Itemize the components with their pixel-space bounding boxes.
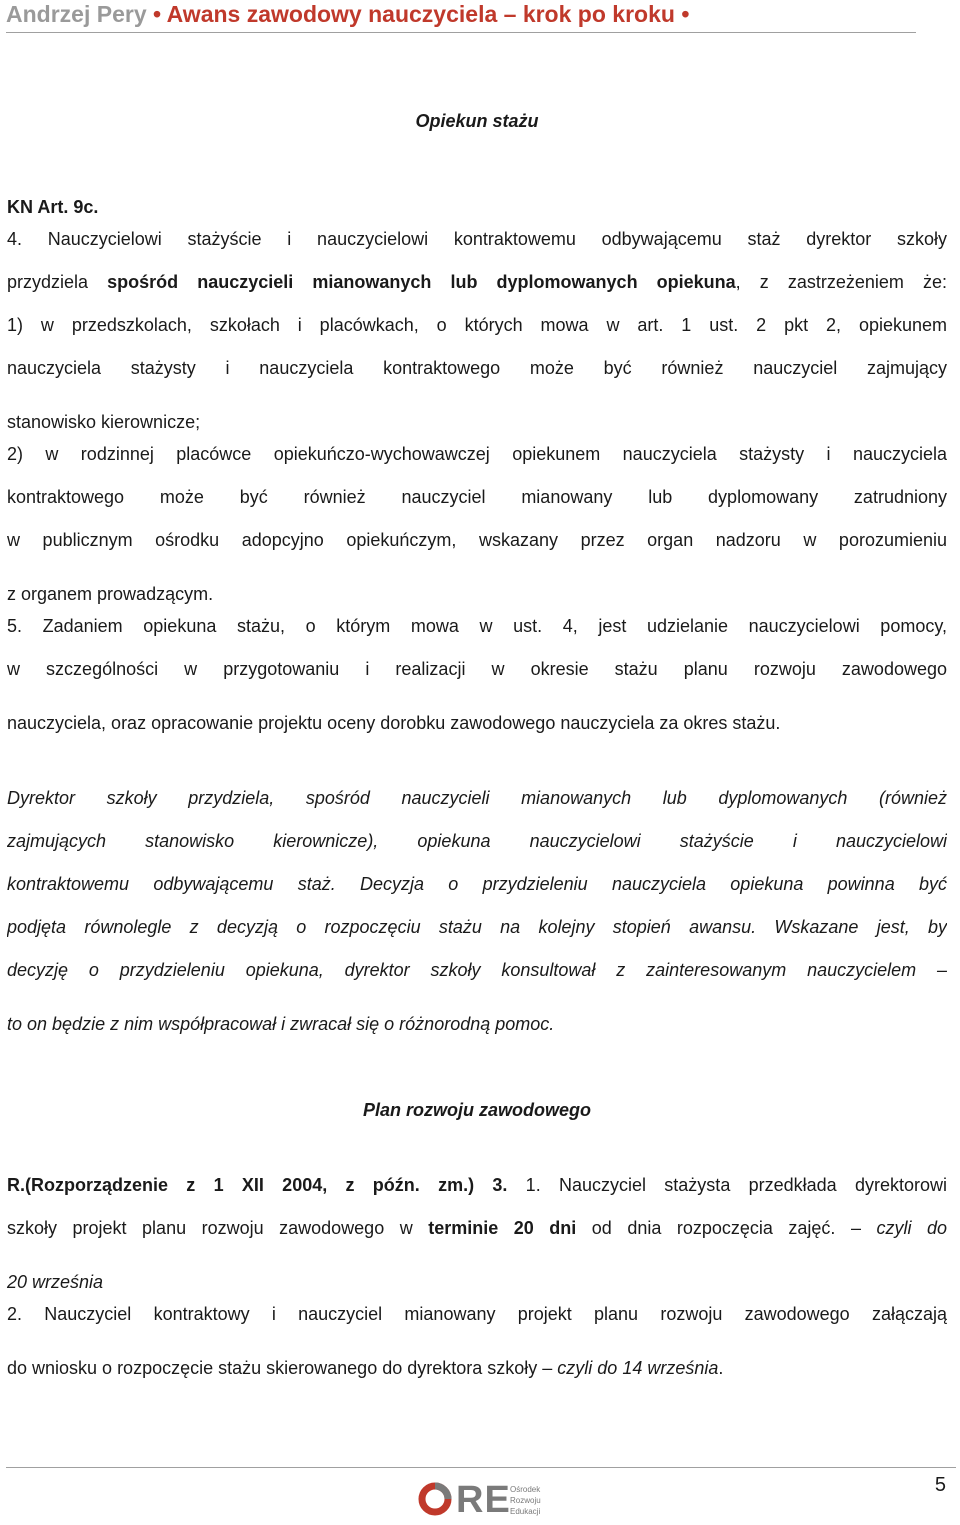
- paragraph-line: nauczyciela, oraz opracowanie projektu oceny dorobku zawodowego nauczyciela za okres stażu.: [7, 713, 781, 733]
- logo-text: RE: [456, 1479, 511, 1521]
- commentary-line: zajmujących stanowisko kierownicze), opiekuna nauczycielowi stażyście i nauczycielowi: [7, 831, 947, 851]
- deadline-phrase: terminie 20 dni: [428, 1218, 577, 1238]
- paragraph-line: 1) w przedszkolach, szkołach i placówkach, o których mowa w art. 1 ust. 2 pkt 2, opiekunem: [7, 315, 947, 335]
- paragraph-line: 20 września: [7, 1272, 104, 1292]
- paragraph-line: 5. Zadaniem opiekuna stażu, o którym mowa w ust. 4, jest udzielanie nauczycielowi pomocy,: [7, 616, 947, 636]
- paragraph-line: do wniosku o rozpoczęcie stażu skierowanego do dyrektora szkoły – czyli do 14 września.: [7, 1358, 724, 1378]
- header-author: Andrzej Pery: [6, 1, 147, 27]
- paragraph-line: kontraktowego może być również nauczyciel mianowany lub dyplomowany zatrudniony: [7, 487, 947, 507]
- commentary-line: decyzję o przydzieleniu opiekuna, dyrektor szkoły konsultował z zainteresowanym nauczycielem –: [7, 960, 947, 980]
- header-trailing-dot: •: [681, 1, 690, 27]
- regulation-reference: R.(Rozporządzenie z 1 XII 2004, z późn. zm.) 3.: [7, 1175, 508, 1195]
- page-number: 5: [934, 1474, 946, 1496]
- paragraph-line: R.(Rozporządzenie z 1 XII 2004, z późn. zm.) 3. 1. Nauczyciel stażysta przedkłada dyrektorowi: [7, 1175, 947, 1195]
- bold-phrase: spośród nauczycieli mianowanych lub dyplomowanych opiekuna: [107, 272, 736, 292]
- section-heading-plan: Plan rozwoju zawodowego: [362, 1100, 591, 1120]
- paragraph-line: w szczególności w przygotowaniu i realizacji w okresie stażu planu rozwoju zawodowego: [7, 659, 947, 679]
- source-reference: KN Art. 9c.: [7, 197, 99, 217]
- paragraph-line: z organem prowadzącym.: [7, 584, 214, 604]
- paragraph-line: przydziela spośród nauczycieli mianowanych lub dyplomowanych opiekuna, z zastrzeżeniem że:: [7, 272, 947, 292]
- commentary-line: podjęta równolegle z decyzją o rozpoczęciu stażu na kolejny stopień awansu. Wskazane jest, by: [7, 917, 947, 937]
- section-heading-opiekun: Opiekun stażu: [415, 111, 539, 131]
- commentary-line: kontraktowemu odbywającemu staż. Decyzja o przydzieleniu nauczyciela opiekuna powinna być: [7, 874, 947, 894]
- paragraph-line: 4. Nauczycielowi stażyście i nauczycielowi kontraktowemu odbywającemu staż dyrektor szkoły: [7, 229, 947, 249]
- ore-logo: [418, 1478, 558, 1524]
- commentary-line: to on będzie z nim współpracował i zwracał się o różnorodną pomoc.: [7, 1014, 555, 1034]
- header-separator: •: [153, 1, 162, 27]
- paragraph-line: szkoły projekt planu rozwoju zawodowego w terminie 20 dni od dnia rozpoczęcia zajęć. – czyli do: [7, 1218, 947, 1238]
- logo-subtitle: Ośrodek Rozwoju Edukacji: [510, 1485, 541, 1516]
- paragraph-line: 2) w rodzinnej placówce opiekuńczo-wychowawczej opiekunem nauczyciela stażysty i nauczyciela: [7, 444, 947, 464]
- document-body: [7, 100, 947, 1390]
- paragraph-line: w publicznym ośrodku adopcyjno opiekuńczym, wskazany przez organ nadzoru w porozumieniu: [7, 530, 947, 550]
- footer-divider: [6, 1467, 956, 1468]
- commentary-line: Dyrektor szkoły przydziela, spośród nauczycieli mianowanych lub dyplomowanych (również: [7, 788, 947, 808]
- paragraph-line: 2. Nauczyciel kontraktowy i nauczyciel mianowany projekt planu rozwoju zawodowego załączają: [7, 1304, 947, 1324]
- paragraph-line: stanowisko kierownicze;: [7, 412, 201, 432]
- paragraph-line: nauczyciela stażysty i nauczyciela kontraktowego może być również nauczyciel zajmujący: [7, 358, 947, 378]
- running-header: [6, 0, 916, 33]
- header-title: Awans zawodowy nauczyciela – krok po kroku: [166, 1, 675, 27]
- logo-circle-icon: [418, 1482, 452, 1516]
